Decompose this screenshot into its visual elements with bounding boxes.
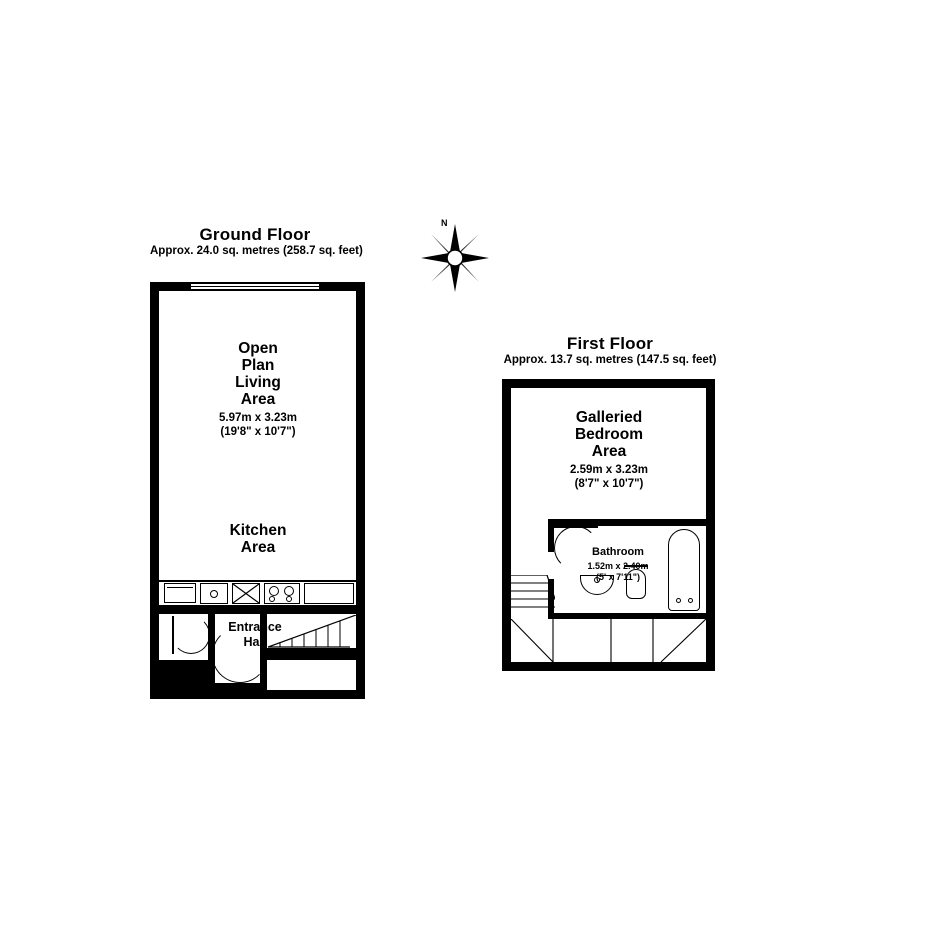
room-name-galleried-bedroom-1: Galleried [575, 409, 643, 426]
kitchen-counter-top-edge [159, 580, 356, 582]
room-dims-open-plan-living-imperial: (19'8" x 10'7") [220, 425, 296, 438]
room-label-bathroom [558, 546, 678, 583]
wall-ground-left [150, 282, 159, 699]
room-label-galleried-bedroom [528, 409, 690, 491]
wall-entrance-threshold [208, 683, 267, 693]
bathtub-tap-left [676, 598, 681, 603]
compass-rose [415, 218, 495, 298]
bathtub-tap-right [688, 598, 693, 603]
wall-bathroom-top [548, 519, 706, 526]
first-floor-title-text: First Floor [566, 334, 654, 353]
room-name-galleried-bedroom-3: Area [591, 443, 627, 460]
ground-floor-title-text: Ground Floor [199, 225, 311, 244]
room-name-entrance-hall-1: Entrance [228, 620, 282, 634]
hob-burner-3 [269, 596, 275, 602]
ground-floor-title [150, 225, 363, 257]
room-name-entrance-hall-2: Hall [243, 635, 267, 649]
room-dims-galleried-bedroom-metric: 2.59m x 3.23m [569, 464, 648, 476]
room-label-open-plan-living [177, 340, 339, 439]
ground-floor-plan [150, 282, 365, 702]
ground-floor-area-text: Approx. 24.0 sq. metres (258.7 sq. feet) [150, 245, 363, 257]
room-name-kitchen-1: Kitchen [229, 522, 287, 539]
room-name-bathroom: Bathroom [592, 546, 644, 558]
door-leaf-hall-inner [172, 616, 174, 654]
wall-hall-top [150, 607, 365, 614]
wall-first-right [706, 379, 715, 671]
hob-burner-4 [286, 596, 292, 602]
appliance-cross-unit-x [232, 583, 260, 604]
first-floor-title [495, 334, 725, 364]
door-leaf-bathroom [554, 526, 598, 528]
room-name-open-plan-living-3: Living [235, 374, 281, 391]
room-name-open-plan-living-2: Plan [241, 357, 275, 374]
hob-burner-2 [284, 586, 294, 596]
room-label-kitchen [177, 522, 339, 556]
room-label-entrance-hall [200, 620, 310, 650]
room-dims-bathroom-imperial: (5' x 7'11") [595, 572, 641, 582]
room-name-open-plan-living-4: Area [240, 391, 276, 408]
wall-first-top [502, 379, 715, 388]
staircase-first [511, 575, 555, 619]
room-dims-galleried-bedroom-imperial: (8'7" x 10'7") [574, 477, 644, 490]
wall-hall-lower-left [150, 660, 215, 690]
wall-first-bottom [502, 662, 715, 671]
room-name-open-plan-living-1: Open [238, 340, 278, 357]
first-floor-area-text: Approx. 13.7 sq. metres (147.5 sq. feet) [503, 354, 717, 366]
appliance-oven-handle [167, 587, 193, 588]
appliance-oven [164, 583, 196, 603]
wall-ground-right [356, 282, 365, 699]
room-name-galleried-bedroom-2: Bedroom [574, 426, 644, 443]
kitchen-sink-drain [210, 590, 218, 598]
hob-burner-1 [269, 586, 279, 596]
wall-first-left [502, 379, 511, 671]
kitchen-worktop-right [304, 583, 354, 604]
landing-void-hatch [511, 619, 706, 662]
room-dims-open-plan-living-metric: 5.97m x 3.23m [218, 412, 297, 424]
room-name-kitchen-2: Area [240, 539, 276, 556]
room-dims-bathroom-metric: 1.52m x 2.40m [587, 561, 649, 571]
compass-north-label: N [441, 218, 448, 228]
first-floor-plan [502, 379, 715, 671]
window-ground-front-mullion [191, 286, 319, 287]
